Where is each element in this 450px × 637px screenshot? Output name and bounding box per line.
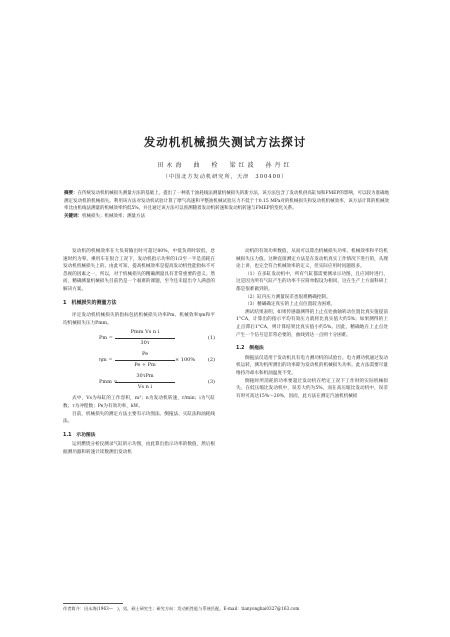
equation-3 xyxy=(63,373,215,393)
equation-2 xyxy=(63,351,215,371)
eq2-number: (2) xyxy=(207,357,215,364)
eq2-fraction xyxy=(115,351,175,369)
section-1-paragraph: 评定发动机机械损失的指标包括机械损失功率Pm、机械效率ηm和平均机械损失压力Pmm。 xyxy=(63,313,215,326)
eq2-denominator: Pe + Pm xyxy=(134,361,156,368)
right-paragraph-2: （1）在多缸发动机中，所有气缸都需要测录示功图，且应同时进行，这是因为所有气缸产生的功率不应简单假设为相同，这在生产上方面科研上都是很难做到的。 xyxy=(236,271,388,292)
right-paragraph-5: 测试结果表明，如果传感器测得的上止点处曲轴转动位置比真实值提前1°CA，计算出的指示平均有效压力就将比真实值大约5%；如果测得的上止点滞后1°CA，则计算结果比真实值小约5%。因此，精确地在上止点处产生一个信号是非常必要的，曲线到达一点则十分困难。 xyxy=(236,309,388,338)
eq1-numerator: Pmm Vs n i xyxy=(115,329,175,339)
equation-1 xyxy=(63,329,215,349)
right-paragraph-3: （2）缸内压力测量误差也很难精确控制。 xyxy=(245,294,331,300)
right-paragraph-4: （3）精确确定真实的上止点位置较为困难。 xyxy=(245,302,336,308)
right-column xyxy=(236,248,388,400)
eq3-fraction xyxy=(115,373,175,391)
eq3-numerator: 30τPm xyxy=(115,373,175,383)
right-paragraph-1: 动机的有效功率数值，从而可以算出机械损失功率、机械效率和平均机械损失压力值。这种直接测定方法是在发动机真实工作情况下进行的，从理论上讲，也完全符合机械效率的定义，但实际应用时问题很多。 xyxy=(236,249,388,270)
paper-title: 发动机机械损失测试方法探讨 xyxy=(143,135,307,149)
author-footnote: 作者简介：田永海(1963— )，男，硕士研究生；研究方向：发动机性能与系统匹配。E-mail：tianyonghai0327@163.com xyxy=(63,606,300,611)
eq3-lhs: Pmm = xyxy=(99,379,118,386)
section-1-2-paragraph-1: 倒拖法仅适用于发动机具有电力测功机的试验台。电力测功机通过发动机运转，测功机所测出的功率即为发动机的机械损失功率。此方法需要尽量维持冷却水和机油温度不变。 xyxy=(236,355,388,376)
eq3-denominator: Vs n i xyxy=(137,383,153,390)
section-1-1-heading: 1.1 示功图法 xyxy=(63,432,96,438)
eq1-number: (1) xyxy=(207,335,215,342)
footnote-divider xyxy=(63,603,123,604)
left-column xyxy=(63,248,215,457)
keywords: 机械损失；机械效率；测量方法 xyxy=(82,213,145,219)
authors: 田永海 曲 栓 梁红波 孙丹红 xyxy=(157,162,293,169)
eq2-numerator: Pe xyxy=(115,351,175,361)
eq2-lhs: ηm = xyxy=(99,357,113,364)
abstract xyxy=(64,190,389,220)
abstract-text: 在传统发动机机械损失测量方法的基础上，提出了一种基于油耗线法测量机械损失的新方法，该方法包含了发动机供高缸加和FMEP的影响，可以较为准确地测定发动机的机械损失。利用该方法对发动机试验计算了摩气高速和平整油机械试验压力不低于十0.15 MPa对的机械损失和发动机机械效率，该方法计算的机械效率比由机线法测量的机械效率约低5%，并且通过该方法可以预测随着发动机转速和发动机转速与FMEP的变化关系。 xyxy=(64,191,390,212)
abstract-label: 摘要： xyxy=(64,191,78,196)
section-1-2-heading: 1.2 倒拖法 xyxy=(236,346,264,352)
abstract-para xyxy=(64,190,389,213)
keywords-line xyxy=(64,213,389,221)
eq1-lhs: Pm = xyxy=(99,335,113,342)
equation-notes: 式中，Vs为每缸的工作容积，m³；n为发动机转速，r/min；i为气缸数；τ为冲程数；Pe为有效功率，kW。 xyxy=(63,396,215,409)
eq3-number: (3) xyxy=(207,379,215,386)
methods-paragraph: 目前，机械损失的测定方法主要有示功图法、倒拖法、灭缸法和油耗线法。 xyxy=(63,411,215,425)
eq2-tail: × 100% xyxy=(175,357,196,364)
keywords-label: 关键词： xyxy=(64,213,82,219)
section-1-1-paragraph: 运用燃烧分析仪测录气缸的示功图，由此算出指示功率的数值，然后根据测功器和转速计读数测出发动机 xyxy=(63,442,215,455)
eq1-denominator: 30τ xyxy=(140,339,150,346)
section-1-2-paragraph-2: 倒拖时所消耗的功率要超过发动机在给定工况下工作时的实际机械损失。在低压缩比发动机中，误差大约为5%，而在高压缩比发动机中，误差有时可高达15%～20%，因而，此方法在测定汽油机机械损 xyxy=(236,378,388,399)
eq1-fraction xyxy=(115,329,175,347)
intro-paragraph: 发动机的机械效率在大负荷输出时可超过80%，中低负荷时较低，怠速时约为零。乘用车在很合工况下，发动机指示功率的1/3至一半是消耗在发动机机械损失上的。由此可知，提高机械效率是提高发动机性能指标不可忽视的因素之一，所以，对于机械损失的精确测量具有非常重要的意义。然而，精确测量机械损失目前仍是一个艰难的课题，至今还未提出令人满意的解决方案。 xyxy=(63,249,215,292)
section-1-heading: 1 机械损失的测量方法 xyxy=(63,299,117,306)
affiliation: （中国北方发动机研究所，天津 300400） xyxy=(162,174,288,180)
